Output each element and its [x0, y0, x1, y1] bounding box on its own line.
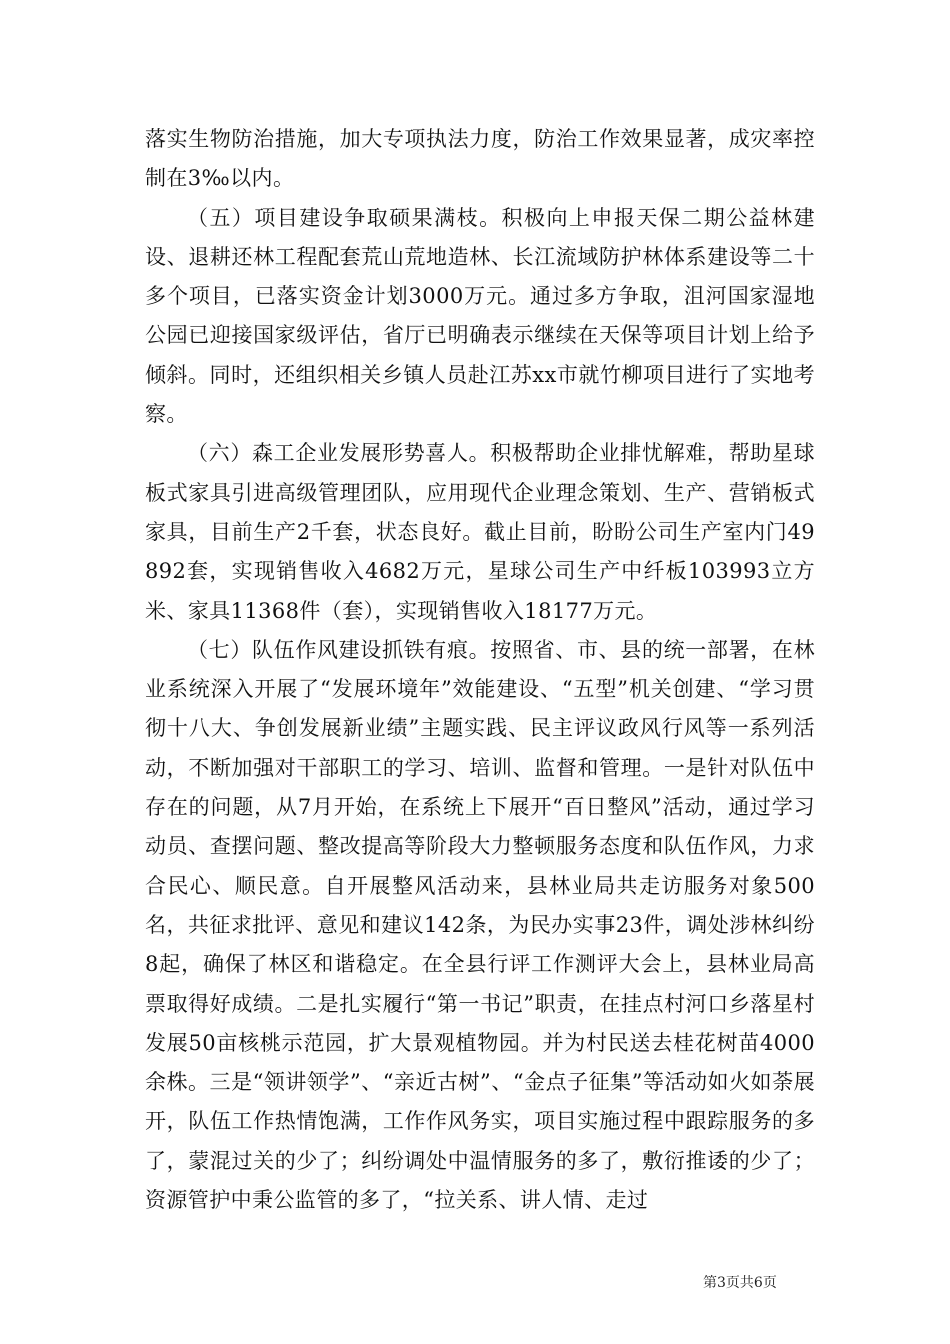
- page-number-footer: 第3页共6页: [703, 1275, 777, 1291]
- paragraph-section-5: （五）项目建设争取硕果满枝。积极向上申报天保二期公益林建设、退耕还林工程配套荒山荒地造林、长江流域防护林体系建设等二十多个项目，已落实资金计划3000万元。通过多方争取，沮河国家湿地公园已迎接国家级评估，省厅已明确表示继续在天保等项目计划上给予倾斜。同时，还组织相关乡镇人员赴江苏xx市就竹柳项目进行了实地考察。: [145, 205, 815, 427]
- paragraph-section-7: （七）队伍作风建设抓铁有痕。按照省、市、县的统一部署，在林业系统深入开展了“发展环境年”效能建设、“五型”机关创建、“学习贯彻十八大、争创发展新业绩”主题实践、民主评议政风行风等一系列活动，不断加强对干部职工的学习、培训、监督和管理。一是针对队伍中存在的问题，从7月开始，在系统上下展开“百日整风”活动，通过学习动员、查摆问题、整改提高等阶段大力整顿服务态度和队伍作风，力求合民心、顺民意。自开展整风活动来，县林业局共走访服务对象500名，共征求批评、意见和建议142条，为民办实事23件，调处涉林纠纷8起，确保了林区和谐稳定。在全县行评工作测评大会上，县林业局高票取得好成绩。二是扎实履行“第一书记”职责，在挂点村河口乡落星村发展50亩核桃示范园，扩大景观植物园。并为村民送去桂花树苗4000余株。三是“领讲领学”、“亲近古树”、“金点子征集”等活动如火如荼展开，队伍工作热情饱满，工作作风务实，项目实施过程中跟踪服务的多了，蒙混过关的少了；纠纷调处中温情服务的多了，敷衍推诿的少了；资源管护中秉公监管的多了，“拉关系、讲人情、走过: [145, 637, 815, 1213]
- document-body: [145, 120, 815, 1220]
- paragraph-continuation: 落实生物防治措施，加大专项执法力度，防治工作效果显著，成灾率控制在3‰以内。: [145, 127, 815, 191]
- paragraph-section-6: （六）森工企业发展形势喜人。积极帮助企业排忧解难，帮助星球板式家具引进高级管理团队，应用现代企业理念策划、生产、营销板式家具，目前生产2千套，状态良好。截止目前，盼盼公司生产室内门49892套，实现销售收入4682万元，星球公司生产中纤板103993立方米、家具11368件（套），实现销售收入18177万元。: [145, 441, 815, 623]
